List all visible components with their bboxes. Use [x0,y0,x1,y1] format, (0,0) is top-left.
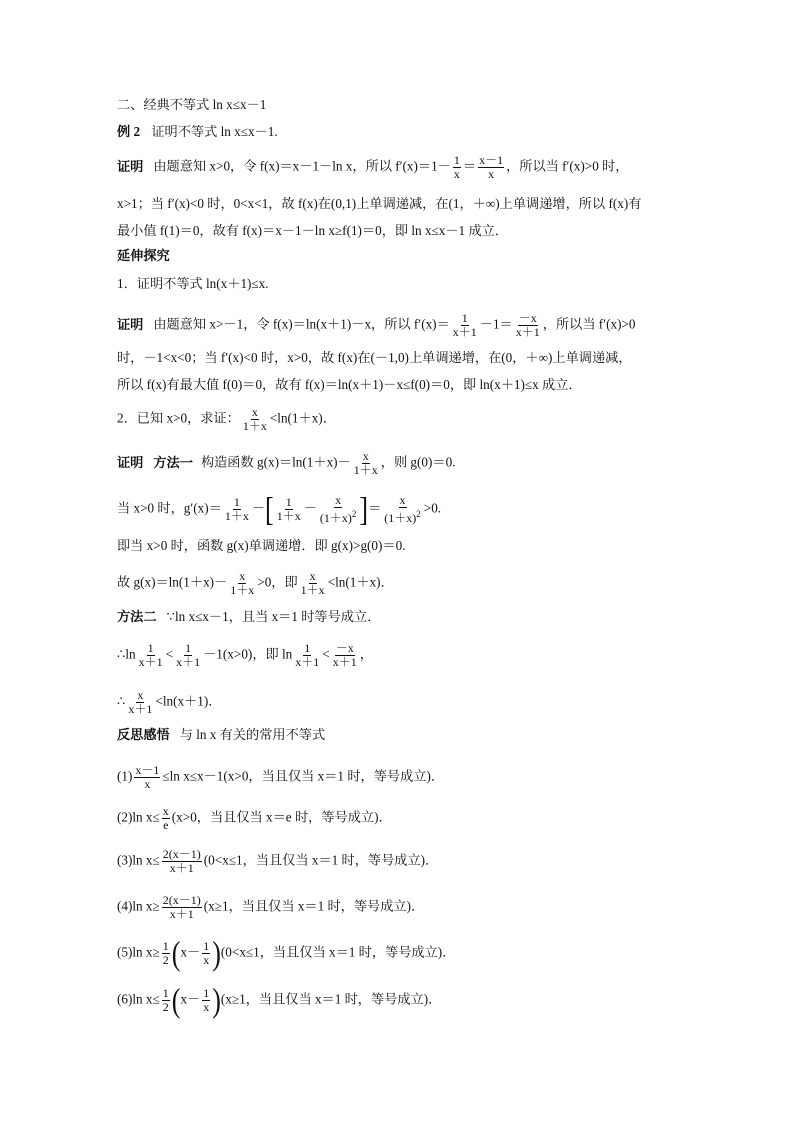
inequality-item-4: (4)ln x≥ $\frac{2(x-1)}{x+1}$ (x≥1，当且仅当 x＝1 时，等号成立)． [117,893,425,921]
inequality-item-1: (1) $\frac{x-1}{x}$ ≤ln x≤x－1(x>0，当且仅当 x＝1 时，等号成立)． [117,763,445,791]
minus: － [303,500,317,516]
fraction: $\frac{x}{(1+x)^2}$ [384,493,421,525]
reflection-title [117,726,744,744]
fraction: $\frac{x}{1+x}$ [300,569,325,597]
fraction: $\frac{1}{x+1}$ [176,641,201,669]
fraction: $\frac{x}{x+1}$ [128,688,153,716]
proof2-text-mid: －1＝ [479,316,513,332]
fraction: $\frac{1}{x+1}$ [295,641,320,669]
right-bracket: ] [359,490,369,528]
inequality-item-6: (6)ln x≤ $\frac{1}{2}$ (x－ $\frac{1}{x}$ )(x≥1，当且仅当 x＝1 时，等号成立)． [117,981,442,1019]
fraction: $\frac{1}{x}$ [453,153,460,181]
method2-line2 [117,642,744,669]
fraction: $\frac{-x}{x+1}$ [332,641,357,669]
fraction: $\frac{x-1}{x}$ [135,763,160,791]
m2l3-text-a: ∴ [117,693,126,709]
less-than: < [322,646,330,662]
method1-line1 [117,450,744,477]
equals: ＝ [368,500,382,516]
m1-text-b: ，则 g(0)＝0. [380,454,456,470]
proof-label: 证明 [117,316,144,332]
fraction: $\frac{x}{1+x}$ [353,449,378,477]
fraction: $\frac{x}{1+x}$ [242,405,267,433]
method1-line3: 即当 x>0 时，函数 g(x)单调递增．即 g(x)>g(0)＝0. [117,538,406,553]
less-than: < [165,646,174,662]
inequality-item-3: (3)ln x≤ $\frac{2(x-1)}{x+1}$ (0<x≤1，当且仅当 x＝1 时，等号成立)． [117,847,439,875]
fraction: $\frac{1}{x+1}$ [452,311,477,339]
method1-line2 [117,490,744,528]
proof1-line3: 最小值 f(1)＝0，故有 f(x)＝x－1－ln x≥f(1)＝0，即 ln x≤x－1 成立． [117,223,509,238]
fraction: $\frac{1}{x}$ [203,986,210,1014]
proof2-text-b: ，所以当 f′(x)>0 [542,316,636,332]
proof1-text-b: ，所以当 f′(x)>0 时， [506,158,629,174]
fraction: $\frac{1}{1+x}$ [276,495,301,523]
fraction: $\frac{1}{2}$ [162,986,169,1014]
fraction: $\frac{1}{x+1}$ [138,641,163,669]
fraction: $\frac{x}{1+x}$ [230,569,255,597]
fraction: $\frac{x}{e}$ [162,804,169,832]
reflection-label: 反思感悟 [117,727,170,742]
proof1-line2: x>1；当 f′(x)<0 时，0<x<1，故 f(x)在(0,1)上单调递减，在(1，＋∞)上单调递增，所以 f(x)有 [117,196,642,211]
fraction: $\frac{x}{(1+x)^2}$ [319,493,357,525]
fraction: $\frac{1}{2}$ [162,939,169,967]
m2l2-text-b: －1(x>0)，即 ln [203,646,293,662]
proof2-text-a: 由题意知 x>－1，令 f(x)＝ln(x＋1)－x，所以 f′(x)＝ [153,316,450,332]
m2l2-text-c: ， [359,646,373,662]
m2l2-text-a: ∴ln [117,646,136,662]
proof2-line2: 时，－1<x<0；当 f′(x)<0 时，x>0，故 f(x)在(－1,0)上单调递增，在(0，＋∞)上单调递减， [117,350,632,365]
equals: ＝ [462,158,477,174]
proof1-text-a: 由题意知 x>0，令 f(x)＝x－1－ln x，所以 f′(x)＝1－ [153,158,451,174]
right-paren: ) [212,981,221,1019]
m1l2-end: >0. [423,500,442,516]
m1l4-text-a: 故 g(x)＝ln(1＋x)－ [117,574,228,590]
m2l3-text-b: <ln(x＋1)． [155,693,222,709]
m1l4-text-b: >0，即 [257,574,298,590]
fraction: $\frac{2(x-1)}{x+1}$ [162,893,201,921]
inequality-item-5: (5)ln x≥ $\frac{1}{2}$ (x－ $\frac{1}{x}$ )(0<x≤1，当且仅当 x＝1 时，等号成立)． [117,934,456,972]
example-2 [117,123,744,141]
left-paren: ( [171,981,181,1019]
left-bracket: [ [265,490,274,528]
q2-text-b: <ln(1＋x)． [269,410,336,426]
reflection-text: 与 ln x 有关的常用不等式 [179,727,326,742]
question-2 [117,406,744,433]
m2-text: ∵ln x≤x－1，且当 x＝1 时等号成立． [166,609,381,624]
method-label: 方法二 [117,609,157,624]
example-text: 证明不等式 ln x≤x－1. [151,124,278,139]
fraction: $\frac{x-1}{x}$ [479,153,504,181]
method-label: 方法一 [153,454,193,470]
fraction: $\frac{-x}{x+1}$ [515,311,540,339]
example-label: 例 2 [117,124,141,139]
left-paren: ( [171,934,181,972]
q2-text-a: 2．已知 x>0，求证： [117,410,240,426]
m1-text-a: 构造函数 g(x)＝ln(1＋x)－ [200,454,351,470]
minus: － [251,500,266,516]
m1l2-text-a: 当 x>0 时，g′(x)＝ [117,500,222,516]
proof2-line3: 所以 f(x)有最大值 f(0)＝0，故有 f(x)＝ln(x＋1)－x≤f(0)＝0，即 ln(x＋1)≤x 成立． [117,377,582,392]
section-title: 二、经典不等式 ln x≤x－1 [117,97,267,112]
fraction: $\frac{2(x-1)}{x+1}$ [162,847,201,875]
right-paren: ) [212,934,221,972]
proof-label: 证明 [117,454,144,470]
fraction: $\frac{1}{x}$ [203,939,210,967]
method1-line4 [117,570,744,597]
method2-line3 [117,689,744,716]
fraction: $\frac{1}{1+x}$ [224,495,249,523]
m1l4-text-c: <ln(1＋x)． [327,574,394,590]
proof1-line1 [117,154,744,181]
method2-line1 [117,608,744,626]
proof2-line1 [117,312,744,339]
extension-title: 延伸探究 [117,248,170,263]
question-1: 1．证明不等式 ln(x＋1)≤x. [117,276,269,291]
proof-label: 证明 [117,158,144,174]
inequality-item-2: (2)ln x≤ $\frac{x}{e}$ (x>0，当且仅当 x＝e 时，等号成立)． [117,804,392,832]
